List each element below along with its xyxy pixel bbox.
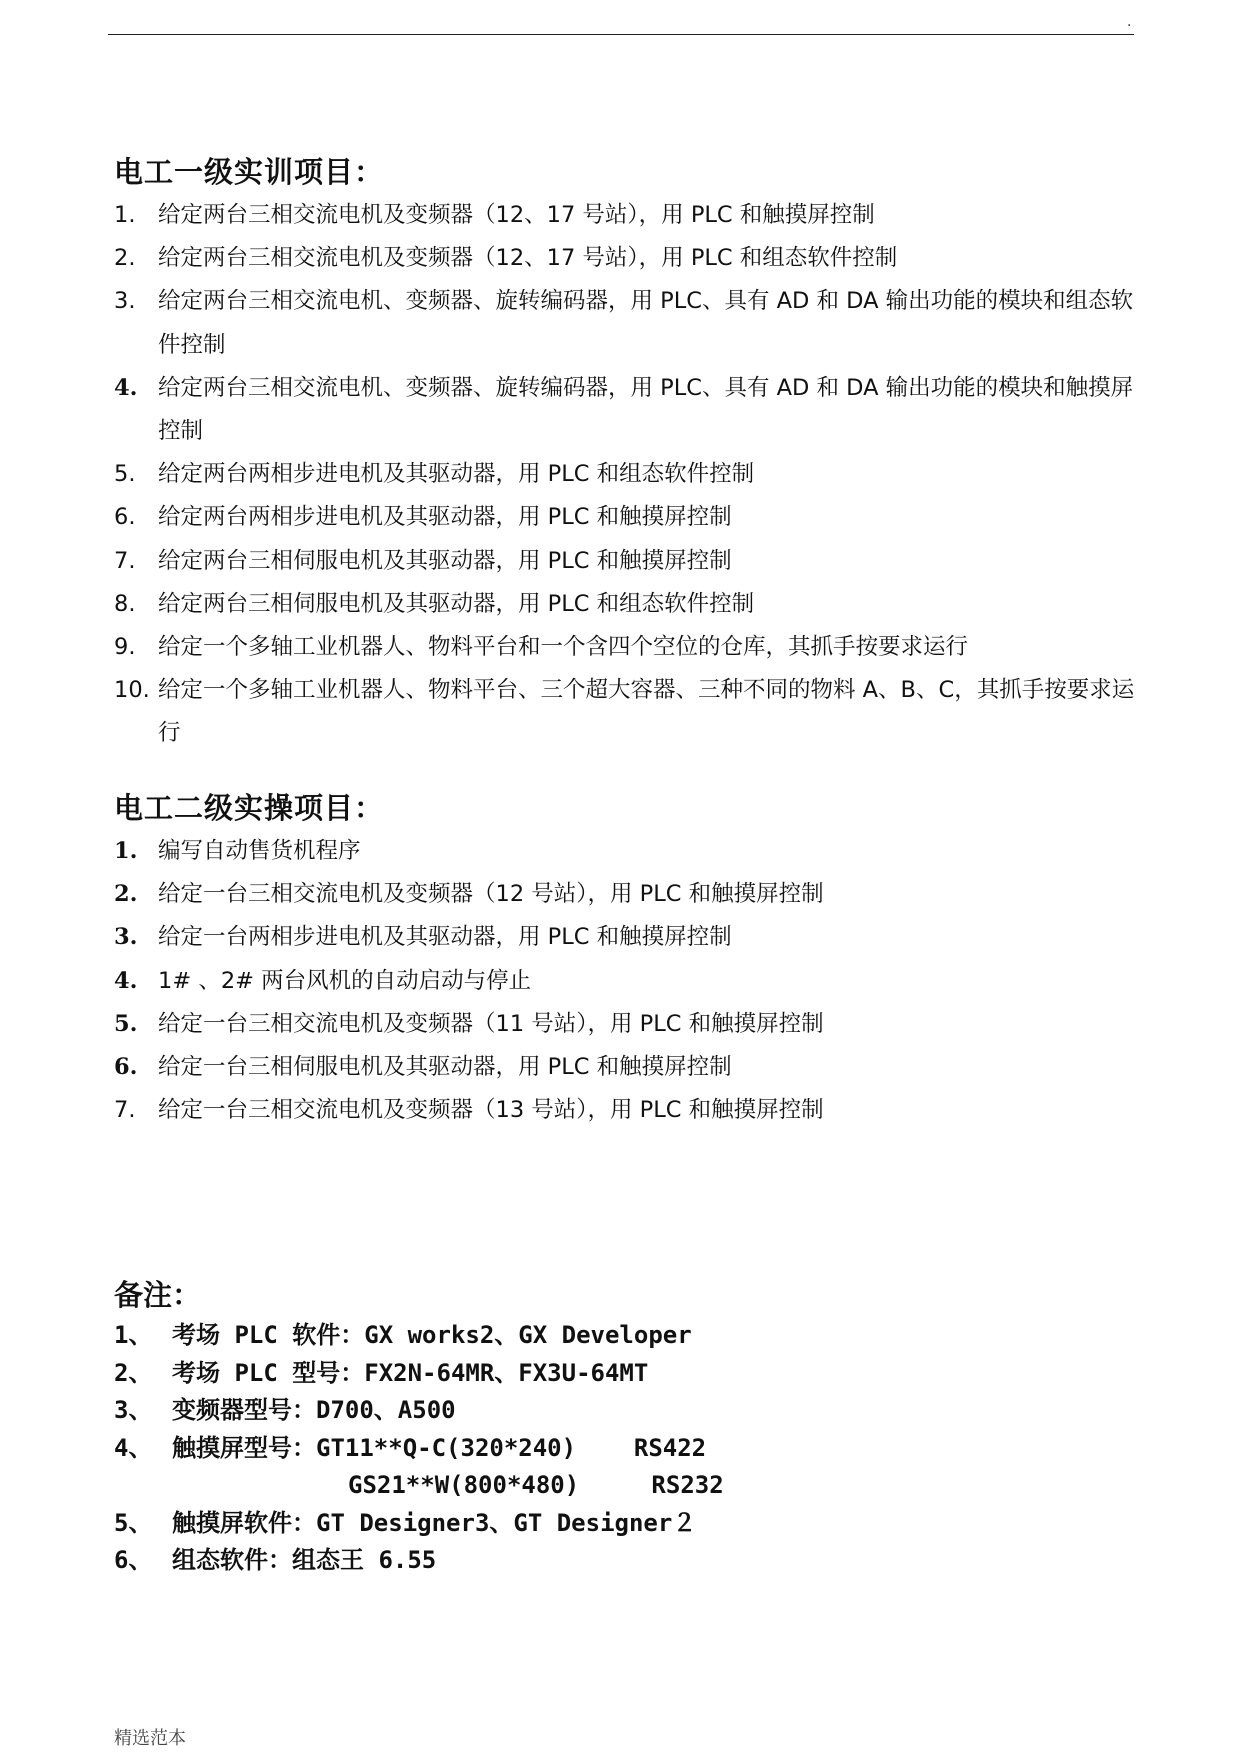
list-level-two	[114, 830, 1144, 1132]
list-item	[114, 1089, 1144, 1132]
item-text: 给定一台三相交流电机及变频器（12 号站），用 PLC 和触摸屏控制	[158, 881, 824, 908]
item-number: 5.	[114, 461, 136, 488]
item-text: 给定一台三相交流电机及变频器（13 号站），用 PLC 和触摸屏控制	[158, 1097, 824, 1124]
note-text: 触摸屏型号：GT11**Q-C(320*240) RS422	[172, 1433, 707, 1462]
item-number: 1.	[114, 838, 138, 864]
list-item	[114, 873, 1144, 916]
item-number: 2.	[114, 881, 138, 908]
note-text: 组态软件：组态王 6.55	[172, 1546, 437, 1574]
note-item	[114, 1430, 1114, 1468]
item-number: 6.	[114, 504, 136, 531]
note-text: 触摸屏软件：GT Designer3、GT Designer２	[172, 1508, 697, 1537]
note-number: 6、	[114, 1546, 153, 1574]
item-text: 给定两台三相交流电机及变频器（12、17 号站），用 PLC 和组态软件控制	[158, 245, 898, 272]
section-title-level-two: 电工二级实操项目：	[114, 791, 385, 825]
item-text: 给定两台三相交流电机及变频器（12、17 号站），用 PLC 和触摸屏控制	[158, 202, 875, 228]
list-item	[114, 916, 1144, 959]
list-item	[114, 367, 1144, 453]
item-text: 给定两台三相伺服电机及其驱动器，用 PLC 和组态软件控制	[158, 590, 755, 617]
list-item	[114, 583, 1144, 626]
item-text: 给定两台两相步进电机及其驱动器，用 PLC 和组态软件控制	[158, 461, 755, 488]
item-number: 2.	[114, 245, 136, 272]
list-level-one	[114, 194, 1144, 756]
item-text: 给定一台三相交流电机及变频器（11 号站），用 PLC 和触摸屏控制	[158, 1010, 824, 1037]
list-item	[114, 496, 1144, 539]
item-number: 4.	[114, 967, 138, 994]
list-item	[114, 280, 1144, 366]
item-text: 给定两台两相步进电机及其驱动器，用 PLC 和触摸屏控制	[158, 504, 732, 531]
list-item	[114, 1046, 1144, 1089]
note-number: 4、	[114, 1433, 153, 1462]
note-item	[114, 1355, 1114, 1393]
item-number: 9.	[114, 634, 136, 661]
item-number: 8.	[114, 590, 136, 617]
list-item	[114, 669, 1144, 755]
list-item	[114, 960, 1144, 1003]
note-item	[114, 1392, 1114, 1430]
note-text: GS21**W(800*480) RS232	[348, 1471, 724, 1499]
header-rule	[108, 34, 1134, 35]
item-text: 编写自动售货机程序	[158, 838, 361, 864]
section-level-one	[114, 150, 1144, 756]
item-number: 3.	[114, 288, 136, 315]
footer-text: 精选范本	[114, 1728, 186, 1749]
notes-title: 备注：	[114, 1278, 202, 1312]
list-item	[114, 830, 1144, 873]
list-item	[114, 540, 1144, 583]
header-dot: .	[1127, 14, 1132, 30]
note-text: 考场 PLC 型号：FX2N-64MR、FX3U-64MT	[172, 1358, 649, 1387]
note-number: 1、	[114, 1321, 153, 1349]
item-number: 10.	[114, 677, 150, 704]
list-item	[114, 626, 1144, 669]
list-item	[114, 194, 1144, 237]
notes-section	[114, 1273, 1114, 1580]
item-text: 给定两台三相交流电机、变频器、旋转编码器，用 PLC、具有 AD 和 DA 输出功能的模块和组态软件控制	[158, 288, 1134, 358]
item-number: 3.	[114, 924, 138, 951]
list-item	[114, 453, 1144, 496]
item-text: 给定两台三相交流电机、变频器、旋转编码器，用 PLC、具有 AD 和 DA 输出功能的模块和触摸屏控制	[158, 374, 1134, 445]
item-number: 7.	[114, 547, 136, 574]
note-number: 3、	[114, 1396, 153, 1424]
section-title-level-one: 电工一级实训项目：	[114, 155, 385, 189]
item-text: 给定一个多轴工业机器人、物料平台、三个超大容器、三种不同的物料 A、B、C，其抓手按要求运行	[158, 677, 1135, 747]
item-text: 给定一个多轴工业机器人、物料平台和一个含四个空位的仓库，其抓手按要求运行	[158, 634, 969, 661]
item-number: 7.	[114, 1097, 136, 1124]
note-number: 2、	[114, 1358, 153, 1387]
note-item	[114, 1317, 1114, 1355]
note-text: 变频器型号：D700、A500	[172, 1396, 456, 1424]
note-item	[114, 1542, 1114, 1580]
list-item	[114, 237, 1144, 280]
item-text: 给定一台三相伺服电机及其驱动器，用 PLC 和触摸屏控制	[158, 1054, 732, 1081]
list-item	[114, 1003, 1144, 1046]
note-number: 5、	[114, 1508, 153, 1537]
note-item	[114, 1505, 1114, 1543]
note-text: 考场 PLC 软件：GX works2、GX Developer	[172, 1321, 692, 1349]
item-text: 给定两台三相伺服电机及其驱动器，用 PLC 和触摸屏控制	[158, 547, 732, 574]
item-number: 6.	[114, 1054, 138, 1081]
item-number: 4.	[114, 374, 138, 401]
item-text: 1# 、2# 两台风机的自动启动与停止	[158, 967, 532, 994]
item-text: 给定一台两相步进电机及其驱动器，用 PLC 和触摸屏控制	[158, 924, 732, 951]
item-number: 1.	[114, 202, 136, 228]
item-number: 5.	[114, 1010, 138, 1037]
note-item-continuation	[114, 1467, 1114, 1505]
section-level-two	[114, 786, 1144, 1132]
